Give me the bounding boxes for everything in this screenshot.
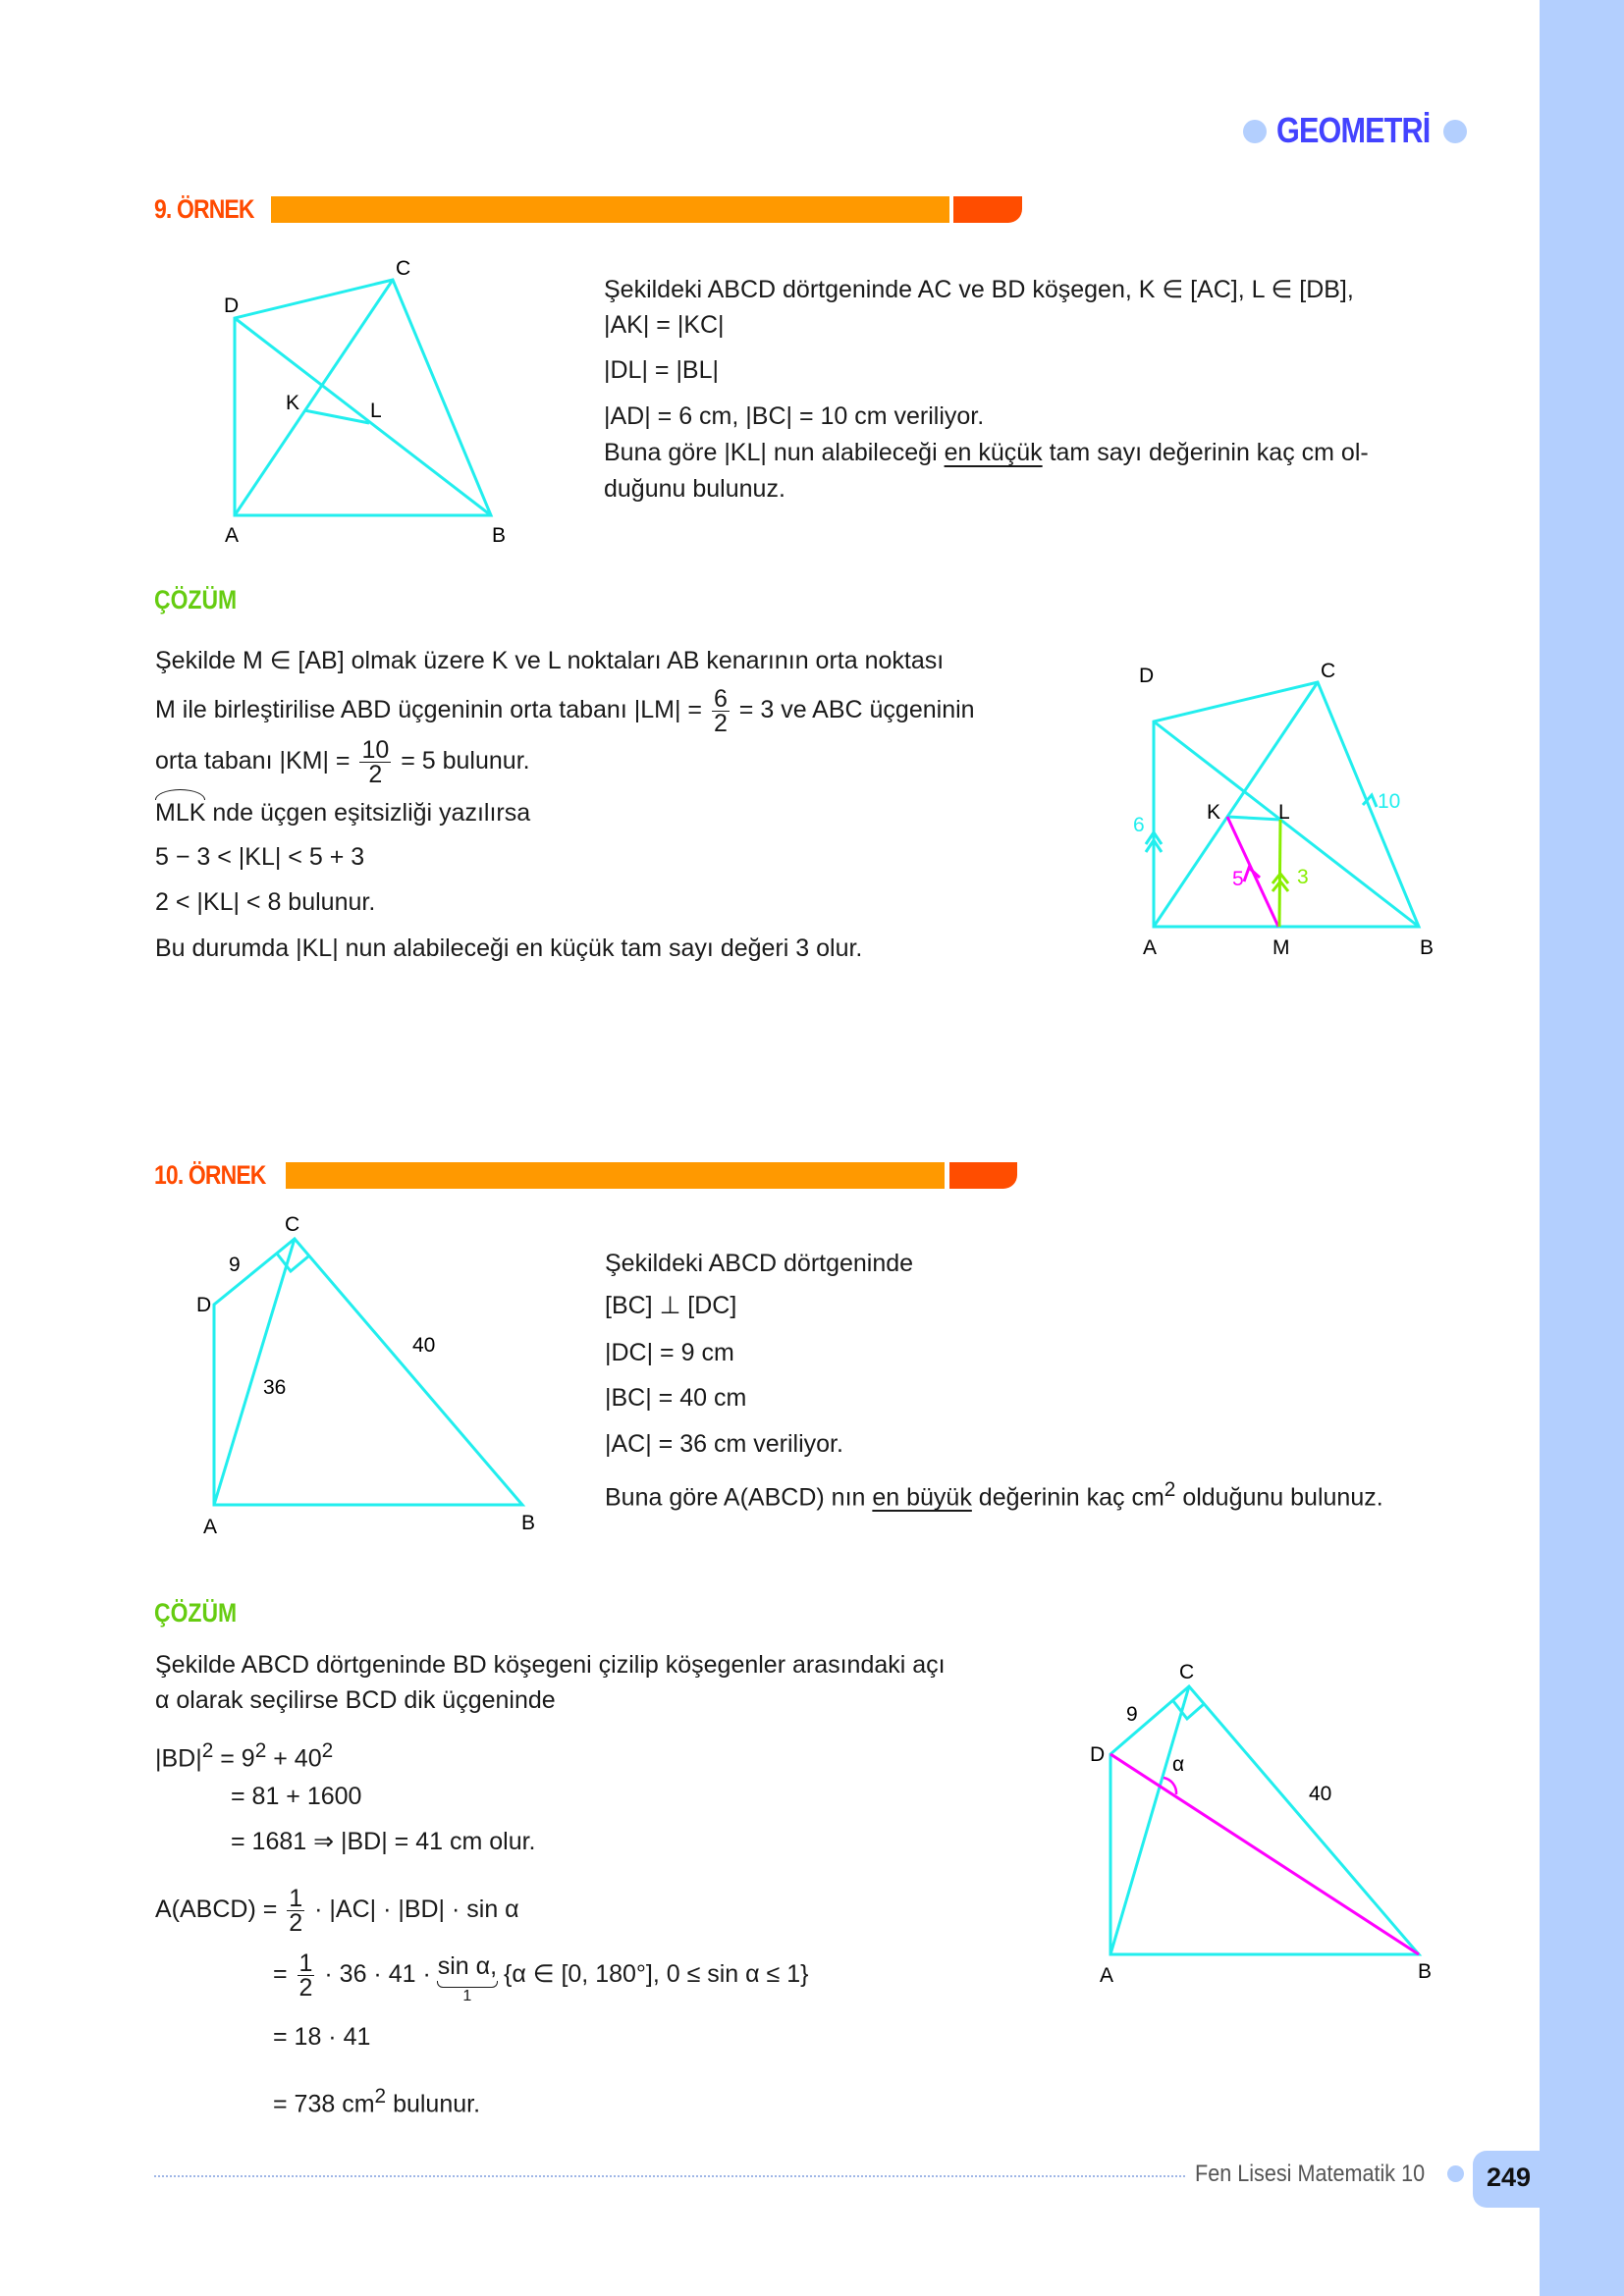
length-dc: 9 <box>229 1254 241 1276</box>
label-b: B <box>1418 1960 1433 1983</box>
label-a: A <box>1143 936 1158 959</box>
text-line <box>273 2021 370 2053</box>
example-10-solution-title: ÇÖZÜM <box>154 1598 238 1628</box>
label-d: D <box>1090 1743 1106 1766</box>
text-line <box>155 1887 519 1935</box>
text-segment: Buna göre |KL| nun alabileceği <box>604 439 945 466</box>
text-segment: orta tabanı |KM| = <box>155 747 357 775</box>
denominator: 2 <box>368 761 383 788</box>
superscript: 2 <box>374 2085 387 2108</box>
label-b: B <box>492 524 507 547</box>
label-m: M <box>1272 936 1290 959</box>
label-a: A <box>225 524 240 547</box>
length-ad: 6 <box>1133 814 1145 836</box>
label-k: K <box>286 392 300 414</box>
right-angle-icon <box>277 1254 308 1271</box>
label-l: L <box>370 400 382 422</box>
text-segment: · 36 · 41 · <box>317 1960 438 1989</box>
figure-10-solution <box>1110 1686 1419 1954</box>
label-c: C <box>1179 1661 1195 1683</box>
text-segment: |AC| = 36 cm veriliyor. <box>605 1430 843 1458</box>
text-line <box>604 354 719 386</box>
example-9-title: 9. ÖRNEK <box>154 194 254 224</box>
quad-abcd <box>235 280 491 515</box>
fraction <box>359 738 391 786</box>
superscript: 2 <box>254 1739 267 1762</box>
diagonal-bd <box>235 318 491 515</box>
text-line <box>605 1382 746 1414</box>
label-d: D <box>1139 665 1155 687</box>
length-dc: 9 <box>1126 1703 1138 1726</box>
denominator: 2 <box>298 1974 313 2002</box>
text-segment: = <box>273 1960 295 1989</box>
text-segment: 5 − 3 < |KL| < 5 + 3 <box>155 843 365 871</box>
angle-alpha: α <box>1172 1753 1185 1776</box>
superscript: 2 <box>201 1739 214 1762</box>
emphasis-underlined: en büyük <box>872 1483 972 1512</box>
example-9-solution-title: ÇÖZÜM <box>154 585 238 614</box>
figure-9-labels <box>224 257 506 547</box>
figure-9 <box>235 280 491 515</box>
text-line <box>605 1337 734 1368</box>
text-line <box>605 1474 1383 1513</box>
text-line <box>155 1684 556 1716</box>
numerator: 10 <box>361 736 390 764</box>
text-line <box>155 738 530 786</box>
text-segment: değerinin kaç cm <box>971 1483 1164 1512</box>
text-line <box>155 841 364 873</box>
numerator: 1 <box>289 1885 303 1912</box>
emphasis-underlined: en küçük <box>944 439 1043 466</box>
label-c: C <box>396 257 411 280</box>
text-segment: |BC| = 40 cm <box>605 1384 747 1412</box>
text-segment: = 1681 ⇒ |BD| = 41 cm olur. <box>231 1828 536 1855</box>
label-k: K <box>1207 801 1221 824</box>
numerator: 1 <box>298 1949 313 1977</box>
text-segment: = 738 cm <box>273 2090 375 2118</box>
text-segment: [BC] ⊥ [DC] <box>605 1292 737 1319</box>
text-segment: nde üçgen eşitsizliği yazılırsa <box>205 799 531 827</box>
label-c: C <box>1321 660 1336 682</box>
fraction <box>298 1951 315 2000</box>
text-segment: = 18 · 41 <box>273 2023 371 2051</box>
text-segment: Şekilde M ∈ [AB] olmak üzere K ve L noktaları AB kenarının orta noktası <box>155 647 945 674</box>
text-line <box>155 933 862 964</box>
text-segment: Bu durumda |KL| nun alabileceği en küçük tam sayı değeri 3 olur. <box>155 934 863 962</box>
underbrace <box>438 1951 497 2005</box>
text-segment: duğunu bulunuz. <box>604 475 785 503</box>
subject-title: GEOMETRİ <box>1276 110 1431 150</box>
label-d: D <box>224 294 240 317</box>
text-line <box>155 645 944 676</box>
text-segment: M ile birleştirilise ABD üçgeninin orta tabanı |LM| = <box>155 696 709 724</box>
text-line <box>155 1735 333 1774</box>
text-segment: Şekildeki ABCD dörtgeninde AC ve BD köşegen, K ∈ [AC], L ∈ [DB], <box>604 276 1354 303</box>
text-segment: bulunur. <box>386 2090 481 2118</box>
diagonal-bd <box>1110 1754 1419 1954</box>
right-angle-icon <box>1173 1701 1204 1719</box>
angle-notation: MLK <box>155 799 206 827</box>
superscript: 2 <box>321 1739 334 1762</box>
text-line <box>605 1428 843 1460</box>
text-segment: Buna göre A(ABCD) nın <box>605 1483 873 1512</box>
superscript: 2 <box>1164 1478 1176 1501</box>
text-segment: · |AC| · |BD| · sin α <box>307 1896 519 1924</box>
text-line <box>155 687 975 735</box>
text-segment: α olarak seçilirse BCD dik üçgeninde <box>155 1686 556 1714</box>
text-segment: |AK| = |KC| <box>604 311 725 339</box>
diagonal-ac <box>235 280 393 515</box>
footer-dotted-line <box>154 2175 1185 2177</box>
text-line <box>273 1951 808 2005</box>
text-segment: |BD| <box>155 1744 202 1773</box>
footer-dot <box>1447 2165 1464 2182</box>
text-segment: tam sayı değerinin kaç cm ol- <box>1042 439 1369 466</box>
numerator: 6 <box>713 685 728 713</box>
text-segment: |DC| = 9 cm <box>605 1339 734 1366</box>
underbrace-icon <box>437 1981 498 1988</box>
text-segment: + 40 <box>266 1744 322 1773</box>
text-line <box>273 2081 480 2119</box>
label-d: D <box>196 1294 212 1316</box>
text-line <box>231 1781 361 1812</box>
text-segment: {α ∈ [0, 180°], 0 ≤ sin α ≤ 1} <box>497 1960 809 1989</box>
denominator: 2 <box>713 710 728 737</box>
text-line <box>605 1290 736 1321</box>
underbrace-term: sin α, <box>437 1952 498 1980</box>
text-line <box>604 274 1354 305</box>
label-b: B <box>1420 936 1435 959</box>
text-line <box>231 1826 536 1857</box>
fraction <box>287 1887 304 1935</box>
text-segment: 2 < |KL| < 8 bulunur. <box>155 888 376 916</box>
quad-abcd <box>214 1239 522 1505</box>
text-segment: = 5 bulunur. <box>394 747 530 775</box>
footer-book-title: Fen Lisesi Matematik 10 <box>1195 2161 1426 2187</box>
label-a: A <box>1100 1964 1114 1987</box>
segment-kl <box>304 410 369 423</box>
text-line <box>605 1248 913 1279</box>
example-10-title: 10. ÖRNEK <box>154 1160 266 1190</box>
text-segment: = 3 ve ABC üçgeninin <box>731 696 975 724</box>
text-segment: olduğunu bulunuz. <box>1175 1483 1383 1512</box>
length-bc: 40 <box>412 1334 436 1357</box>
text-segment: |AD| = 6 cm, |BC| = 10 cm veriliyor. <box>604 402 985 430</box>
text-line <box>155 797 530 828</box>
text-segment: Şekilde ABCD dörtgeninde BD köşegeni çizilip köşegenler arasındaki açı <box>155 1651 946 1679</box>
text-line <box>604 473 785 505</box>
length-km: 5 <box>1232 868 1244 890</box>
text-segment: |DL| = |BL| <box>604 356 720 384</box>
length-bc: 40 <box>1309 1783 1332 1805</box>
text-segment: Şekildeki ABCD dörtgeninde <box>605 1250 914 1277</box>
fraction <box>712 687 730 735</box>
text-line <box>604 309 725 341</box>
label-a: A <box>203 1516 218 1538</box>
label-b: B <box>521 1512 536 1534</box>
text-line <box>155 1649 946 1681</box>
text-line <box>604 437 1369 468</box>
example-10-bar-end <box>949 1162 1017 1189</box>
diagonal-ac <box>214 1239 295 1505</box>
page-number: 249 <box>1487 2163 1532 2192</box>
denominator: 2 <box>289 1909 303 1937</box>
text-segment: = 9 <box>213 1744 255 1773</box>
quad-abcd <box>1110 1686 1419 1954</box>
example-10-bar <box>286 1162 945 1189</box>
text-line <box>604 400 984 432</box>
text-segment: = 81 + 1600 <box>231 1783 362 1810</box>
underbrace-value: 1 <box>462 1988 472 2004</box>
length-bc: 10 <box>1378 790 1401 813</box>
length-lm: 3 <box>1297 866 1309 888</box>
text-line <box>155 886 375 918</box>
figure-10 <box>214 1239 522 1505</box>
text-segment: A(ABCD) = <box>155 1896 285 1924</box>
label-c: C <box>285 1213 300 1236</box>
label-l: L <box>1278 801 1290 824</box>
length-ac: 36 <box>263 1376 287 1399</box>
